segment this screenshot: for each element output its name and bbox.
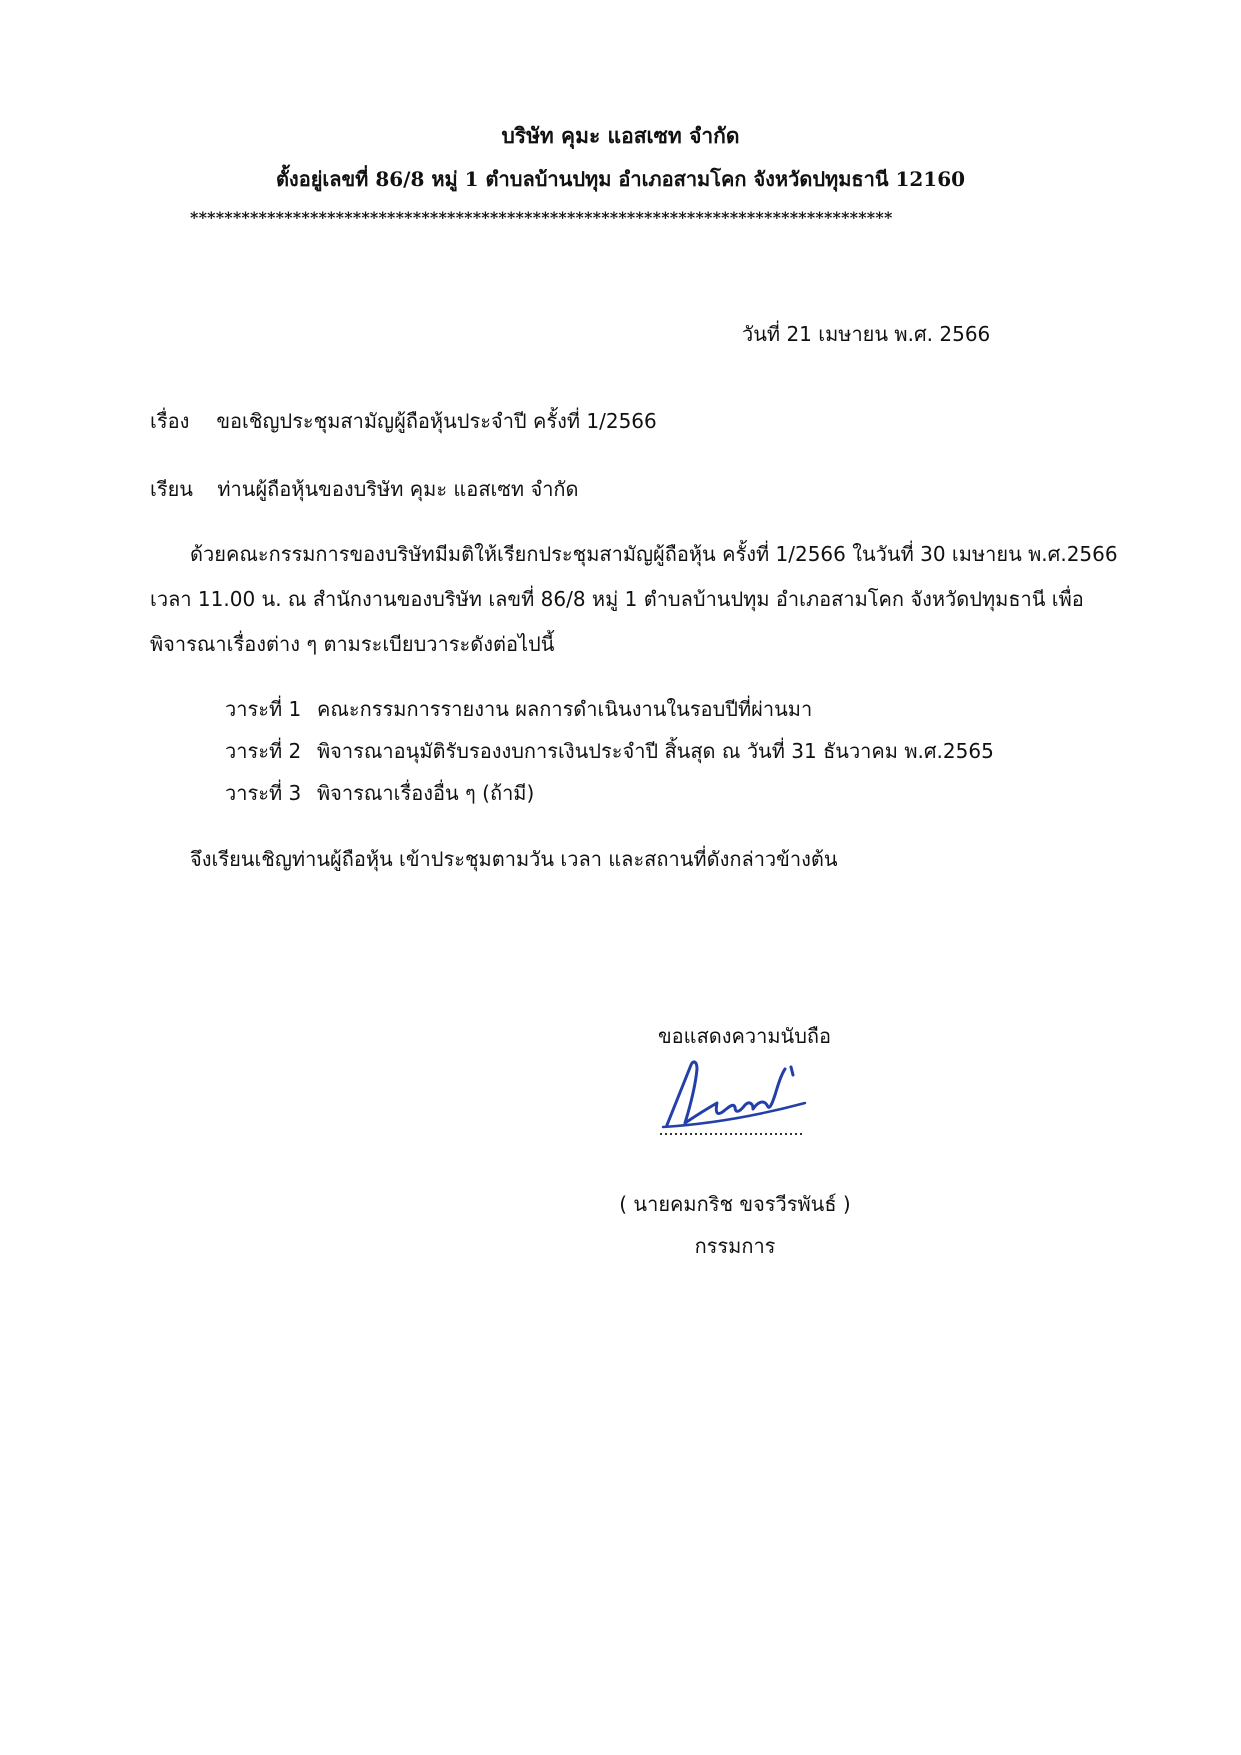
body-line-1: ด้วยคณะกรรมการของบริษัทมีมติให้เรียกประชุมสามัญผู้ถือหุ้น ครั้งที่ 1/2566 ในวันที่ 30 เมษายน พ.ศ.2566	[190, 542, 1118, 566]
recipient-label: เรียน	[150, 477, 193, 501]
agenda-text: คณะกรรมการรายงาน ผลการดำเนินงานในรอบปีที่ผ่านมา	[317, 697, 813, 721]
agenda-text: พิจารณาอนุมัติรับรองงบการเงินประจำปี สิ้นสุด ณ วันที่ 31 ธันวาคม พ.ศ.2565	[317, 739, 994, 763]
agenda-number: วาระที่ 1	[225, 697, 302, 721]
body-line-3: พิจารณาเรื่องต่าง ๆ ตามระเบียบวาระดังต่อไปนี้	[150, 632, 555, 656]
agenda-item	[225, 735, 994, 767]
company-address: ตั้งอยู่เลขที่ 86/8 หมู่ 1 ตำบลบ้านปทุม อำเภอสามโคก จังหวัดปทุมธานี 12160	[275, 167, 966, 191]
agenda-item	[225, 777, 534, 809]
handwritten-signature	[655, 1055, 815, 1140]
signatory-name: ( นายคมกริช ขจรวีรพันธ์ )	[619, 1192, 851, 1216]
closing-salutation: ขอแสดงความนับถือ	[658, 1024, 832, 1048]
subject-text: ขอเชิญประชุมสามัญผู้ถือหุ้นประจำปี ครั้งที่ 1/2566	[216, 409, 657, 433]
body-line-2: เวลา 11.00 น. ณ สำนักงานของบริษัท เลขที่ 86/8 หมู่ 1 ตำบลบ้านปทุม อำเภอสามโคก จังหวัดปทุมธานี เพื่อ	[150, 587, 1084, 611]
recipient-line	[150, 473, 579, 505]
agenda-number: วาระที่ 2	[225, 739, 302, 763]
closing-invitation: จึงเรียนเชิญท่านผู้ถือหุ้น เข้าประชุมตามวัน เวลา และสถานที่ดังกล่าวข้างต้น	[190, 847, 838, 871]
subject-line	[150, 405, 657, 437]
signatory-title: กรรมการ	[694, 1234, 776, 1258]
header-separator: **********************************************************************************	[190, 208, 893, 227]
agenda-text: พิจารณาเรื่องอื่น ๆ (ถ้ามี)	[317, 781, 535, 805]
agenda-number: วาระที่ 3	[225, 781, 302, 805]
letter-date: วันที่ 21 เมษายน พ.ศ. 2566	[742, 322, 991, 346]
recipient-text: ท่านผู้ถือหุ้นของบริษัท คุมะ แอสเซท จำกัด	[217, 477, 579, 501]
company-name: บริษัท คุมะ แอสเซท จำกัด	[501, 123, 740, 148]
subject-label: เรื่อง	[150, 409, 190, 433]
agenda-item	[225, 693, 812, 725]
